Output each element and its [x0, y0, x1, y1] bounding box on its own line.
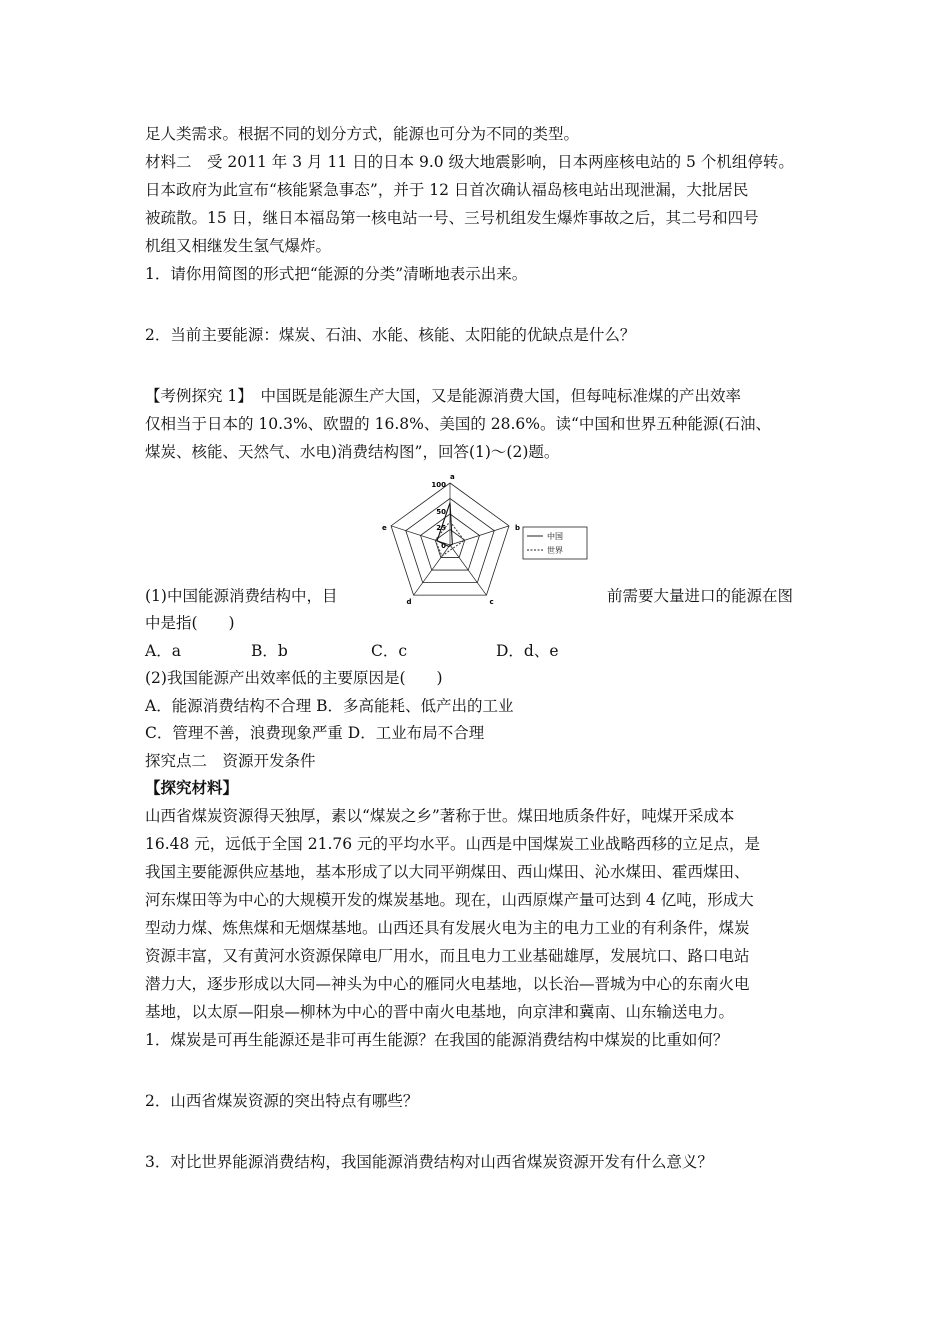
text-line: 潜力大，逐步形成以大同—神头为中心的雁同火电基地，以长治—晋城为中心的东南火电: [145, 975, 750, 993]
question-1: 1．请你用简图的形式把“能源的分类”清晰地表示出来。: [145, 265, 528, 283]
radar-tick-label: 0: [441, 542, 446, 550]
example-heading-line: 【考例探究 1】 中国既是能源生产大国，又是能源消费大国，但每吨标准煤的产出效率: [145, 387, 742, 405]
question-2: 2．山西省煤炭资源的突出特点有哪些？: [145, 1092, 419, 1110]
radar-axis-label: a: [450, 473, 455, 481]
legend-label: 世界: [547, 546, 563, 555]
radar-axis-line: [450, 526, 509, 545]
material-heading: 【探究材料】: [145, 778, 239, 797]
question-3: 3．对比世界能源消费结构，我国能源消费结构对山西省煤炭资源开发有什么意义？: [145, 1153, 713, 1171]
sub-question-1-cont: 前需要大量进口的能源在图: [607, 587, 794, 605]
text-line: 被疏散。15 日，继日本福岛第一核电站一号、三号机组发生爆炸事故之后，其二号和四号: [145, 209, 759, 227]
energy-consumption-radar-chart: [375, 472, 595, 614]
option-c: C．c: [371, 642, 408, 660]
text-line: 基地，以太原—阳泉—柳林为中心的晋中南火电基地，向京津和冀南、山东输送电力。: [145, 1003, 735, 1021]
text-line: 材料二 受 2011 年 3 月 11 日的日本 9.0 级大地震影响，日本两座核电站的 5 个机组停转。: [145, 153, 794, 171]
options-cd: C．管理不善，浪费现象严重 D．工业布局不合理: [145, 724, 485, 742]
text-line: 日本政府为此宣布“核能紧急事态”，并于 12 日首次确认福岛核电站出现泄漏，大批居民: [145, 181, 749, 199]
text-line: 机组又相继发生氢气爆炸。: [145, 237, 332, 255]
text-line: 煤炭、核能、天然气、水电)消费结构图”，回答(1)～(2)题。: [145, 443, 560, 461]
sub-question-2: (2)我国能源产出效率低的主要原因是( ): [145, 669, 443, 687]
radar-axis-label: e: [382, 523, 387, 532]
radar-axis-label: d: [406, 598, 412, 607]
option-d: D．d、e: [496, 642, 559, 660]
radar-tick-label: 25: [436, 524, 446, 532]
text-line: 仅相当于日本的 10.3%、欧盟的 16.8%、美国的 28.6%。读“中国和世界五种能源(石油、: [145, 415, 771, 433]
radar-axis-label: b: [514, 523, 520, 532]
question-2: 2．当前主要能源：煤炭、石油、水能、核能、太阳能的优缺点是什么？: [145, 326, 636, 344]
text-line: 型动力煤、炼焦煤和无烟煤基地。山西还具有发展火电为主的电力工业的有利条件，煤炭: [145, 919, 750, 937]
text-line: 足人类需求。根据不同的划分方式，能源也可分为不同的类型。: [145, 125, 580, 143]
text-line: 中是指( ): [145, 614, 235, 632]
sub-question-1: (1)中国能源消费结构中，目: [145, 587, 338, 605]
question-1: 1．煤炭是可再生能源还是非可再生能源？在我国的能源消费结构中煤炭的比重如何？: [145, 1031, 729, 1049]
option-b: B．b: [251, 642, 288, 660]
text-line: 我国主要能源供应基地，基本形成了以大同平朔煤田、西山煤田、沁水煤田、霍西煤田、: [145, 863, 750, 881]
radar-tick-label: 100: [431, 481, 446, 489]
text-line: 河东煤田等为中心的大规模开发的煤炭基地。现在，山西原煤产量可达到 4 亿吨，形成大: [145, 891, 754, 909]
text-line: 资源丰富，又有黄河水资源保障电厂用水，而且电力工业基础雄厚，发展坑口、路口电站: [145, 947, 750, 965]
legend-label: 中国: [547, 532, 563, 541]
text-line: 16.48 元，远低于全国 21.76 元的平均水平。山西是中国煤炭工业战略西移的立足点，是: [145, 835, 761, 853]
option-a: A．a: [145, 642, 181, 660]
section-heading: 探究点二 资源开发条件: [145, 752, 316, 770]
radar-axis-label: c: [489, 598, 494, 607]
options-ab: A．能源消费结构不合理 B．多高能耗、低产出的工业: [145, 697, 514, 715]
text-line: 山西省煤炭资源得天独厚，素以“煤炭之乡”著称于世。煤田地质条件好，吨煤开采成本: [145, 807, 735, 825]
radar-tick-label: 50: [436, 508, 446, 516]
